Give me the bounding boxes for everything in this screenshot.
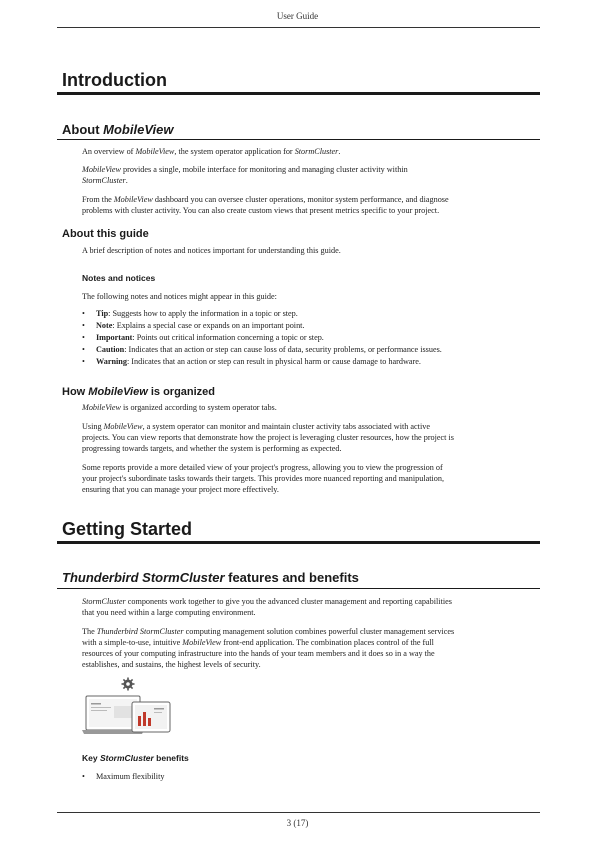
paragraph: MobileView is organized according to system operator tabs.: [82, 403, 277, 412]
benefits-list: [82, 771, 540, 783]
heading-rule: [57, 541, 540, 544]
heading-features-benefits: Thunderbird StormCluster features and benefits: [62, 570, 359, 585]
paragraph: Using MobileView, a system operator can monitor and maintain cluster activity tabs associated with active projects. You can view reports that demonstrate how the project is leveraging cluster resources, how the project is progressing towards targets, and whether the system is performing as expected.: [82, 422, 454, 453]
tablet-icon: [132, 702, 170, 732]
heading-notes-and-notices: Notes and notices: [82, 273, 156, 283]
devices-illustration: [82, 676, 174, 738]
list-item: • Warning: Indicates that an action or step can result in physical harm or cause damage to hardware.: [82, 357, 421, 366]
heading-rule: [57, 139, 540, 140]
heading-key-benefits: Key StormCluster benefits: [82, 753, 189, 763]
paragraph: Some reports provide a more detailed view of your project's progress, allowing you to view the progression of your project's subordinate tasks towards their targets. This provides more nuanced reporting and manipulation, ensuring that you can manage your project more effectively.: [82, 463, 445, 494]
gear-icon: [122, 678, 135, 691]
heading-introduction: Introduction: [62, 70, 167, 90]
running-header: User Guide: [276, 11, 319, 21]
footer-rule: [57, 812, 540, 813]
list-item: • Tip: Suggests how to apply the information in a topic or step.: [82, 309, 298, 318]
paragraph: An overview of MobileView, the system operator application for StormCluster.: [82, 147, 341, 156]
header-rule: [57, 27, 540, 28]
paragraph: The Thunderbird StormCluster computing management solution combines powerful cluster management services with a simple-to-use, intuitive MobileView front-end application. The combination places control of the full resources of your computing infrastructure into the hands of your team members and it does so in a way the establishes, and sustains, the highest levels of security.: [82, 627, 455, 669]
heading-rule: [57, 588, 540, 589]
heading-how-organized: How MobileView is organized: [62, 386, 216, 398]
list-item: • Note: Explains a special case or expands on an important point.: [82, 321, 305, 330]
heading-about-mobileview: About MobileView: [62, 122, 174, 137]
paragraph: A brief description of notes and notices important for understanding this guide.: [82, 246, 341, 255]
page-number: 3 (17): [286, 818, 309, 828]
paragraph: The following notes and notices might appear in this guide:: [82, 292, 277, 301]
heading-getting-started: Getting Started: [62, 519, 193, 539]
paragraph: StormCluster components work together to give you the advanced cluster management and reporting capabilities that you need within a large computing environment.: [82, 597, 452, 617]
paragraph: MobileView provides a single, mobile interface for monitoring and managing cluster activity within StormCluster.: [82, 165, 408, 185]
list-item: • Caution: Indicates that an action or step can cause loss of data, security problems, or performance issues.: [82, 345, 442, 354]
notes-list: [82, 308, 540, 368]
heading-rule: [57, 92, 540, 95]
list-item: • Maximum flexibility: [82, 772, 165, 781]
paragraph: From the MobileView dashboard you can oversee cluster operations, monitor system performance, and diagnose problems with cluster activity. You can also create custom views that present metrics specific to your project.: [82, 195, 449, 215]
list-item: • Important: Points out critical information concerning a topic or step.: [82, 333, 324, 342]
heading-about-this-guide: About this guide: [62, 228, 149, 240]
